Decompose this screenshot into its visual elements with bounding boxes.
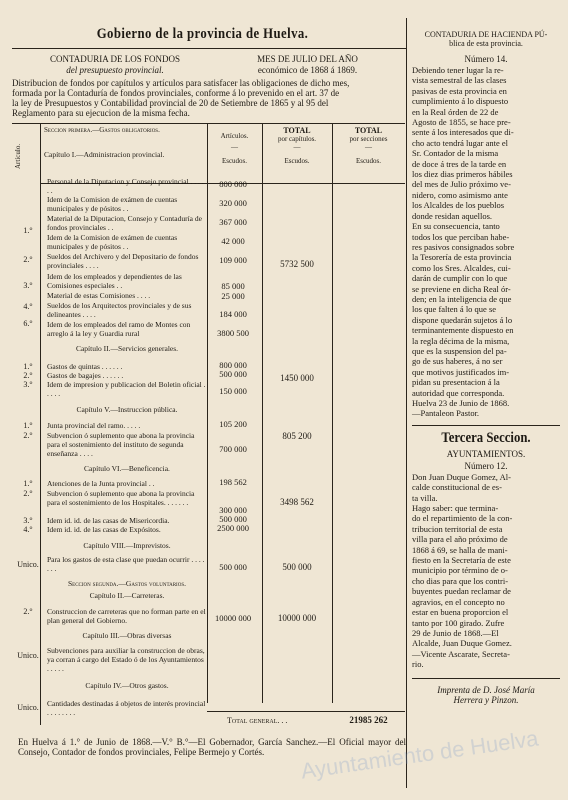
row-amount: 198 562 [219,477,247,487]
month-line-1: MES DE JULIO DEL AÑO [257,54,358,64]
row-description: Material de la Diputacion, Consejo y Contaduría de fondos provinciales . . [47,214,202,232]
row-number: 4.° [23,525,33,534]
total-general-value: 21985 262 [349,715,388,725]
intro-line: Reglamento para su ejecucion de la misma fecha. [12,108,190,118]
text-line: res pasivos consignados sobre [412,241,515,252]
text-line: Alcalde, Juan Duque Gomez. [412,638,512,649]
capitulo-2b-heading: Capítulo II.—Carreteras. [89,591,165,600]
text-line: 29 de Junio de 1868.—El [412,627,499,638]
col-articulos-header: Artículos. [220,132,249,140]
row-amount: 10000 000 [214,613,252,623]
row-description: Atenciones de la Junta provincial . . [47,479,155,488]
imprenta-line-1: Imprenta de D. José María [437,684,535,695]
row-amount: 2500 000 [217,523,249,533]
seccion-primera: Seccion primera.—Gastos obligatorios. [44,126,160,134]
row-description: Idem de los empleados del ramo de Montes con arreglo á la ley y Guardia rural [47,320,191,338]
intro-line: Distribucion de fondos por capítulos y artículos para satisfacer las obligaciones de dicho mes, [12,78,350,88]
row-amount: 700 000 [219,444,247,454]
row-number: 2.° [23,607,33,616]
text-line: estar en buena proporcion el [412,607,509,618]
escudos-label: Escudos. [355,157,382,165]
text-line: los que falten á lo que se [412,304,497,315]
col-total-sec-subheader: por secciones [349,135,388,143]
row-description: Sueldos del Archivero y del Depositario de fondos provinciales . . . . [47,252,199,270]
text-line: dispone quedarán sujetos á lo [412,314,513,325]
seccion-segunda: Seccion segunda.—Gastos voluntarios. [68,579,186,588]
row-number: Unico. [17,560,39,569]
distribution-table [12,123,405,725]
row-amount: 184 000 [219,309,247,319]
total-rule [207,711,405,712]
intro-line: la ley de Presupuestos y Contabilidad provincial de 20 de Setiembre de 1865 y al 95 del [12,98,329,108]
row-amount: 500 000 [219,369,247,379]
col-articulo-header: Artículo. [14,143,22,169]
capitulo-5-heading: Capítulo V.—Instruccion pública. [76,405,178,414]
text-line: cho acto tendrá lugar ante el [412,137,509,148]
text-line: buyentes puedan reclamar de [412,586,511,597]
text-line: Agosto de 1855, se hace pre- [412,117,511,128]
row-description: Idem de impresion y publicacion del Boletin oficial . . . . . [47,380,206,398]
section-rule [412,425,560,426]
row-description: Idem de los empleados y dependientes de las Comisiones especiales . . [47,272,182,290]
text-line: En su consecuencia, tanto [412,221,500,232]
text-line: como los Sres. Alcaldes, cui- [412,262,511,273]
row-amount: 3800 500 [217,328,249,338]
row-amount: 25 000 [221,291,245,301]
row-number: 1.° [23,226,33,235]
intro-paragraph [12,78,407,118]
right-column [412,30,560,705]
row-description: Subvencion ó suplemento que abona la provincia para el sostenimiento del instituto de segunda enseñanza . . . . [47,431,195,458]
text-line: que es la suspension del pa- [412,345,507,356]
text-line: tanto por 100 girado. Zufre [412,617,505,628]
ayuntamientos-heading: AYUNTAMIENTOS. [446,448,526,459]
right-heading-2: blica de esta provincia. [449,39,523,48]
text-line: cumplimiento á lo dispuesto [412,96,509,107]
row-description: Gastos de bagajes . . . . . . [47,371,124,380]
intro-line: formada por la Contaduría de fondos provinciales, conforme á lo prevenido en el art. 37 de [12,88,340,98]
numero-14: Número 14. [464,54,508,64]
escudos-label: Escudos. [284,157,310,165]
table-top-rule [12,123,405,124]
text-line: de doce á tres de la tarde en [412,158,507,169]
notice-14-paragraph [412,65,560,419]
row-description: Personal de la Diputacion y Consejo provincial . . . . . . [47,177,204,195]
text-line: del mes de Julio próximo ve- [412,179,511,190]
row-amount: 367 000 [219,217,247,227]
row-number: 1.° [23,421,33,430]
text-line: nidero, como asimismo ante [412,189,508,200]
imprenta-rule [412,678,560,679]
office-line-2: del presupuesto provincial. [66,65,164,75]
text-line: se previene en dicha Real ór- [412,283,511,294]
chapter-total: 500 000 [282,562,312,572]
chapter-total: 1450 000 [280,373,314,383]
text-line: autoridad que corresponda. [412,387,505,398]
col-total-cap-header: TOTAL [283,126,311,135]
text-line: donde residan aquellos. [412,210,493,221]
text-line: Don Juan Duque Gomez, Al- [412,471,511,482]
text-line: pidan su presentacion á la [412,377,500,388]
chapter-total: 805 200 [282,431,312,441]
text-line: vista semestral de las clases [412,75,507,86]
capitulo-3-heading: Capítulo III.—Obras diversas [82,631,172,640]
row-description: Idem de la Comision de exámen de cuentas municipales y de pósitos . . [47,233,178,251]
notice-12-paragraph [412,472,560,670]
dash-mark: — [293,143,301,151]
text-line: go de sus haberes, á no ser [412,356,503,367]
text-line: do el repartimiento de la con- [412,513,513,524]
month-line-2: económico de 1868 á 1869. [257,65,358,75]
escudos-label: Escudos. [221,157,248,165]
row-amount: 109 000 [219,255,247,265]
row-amount: 85 000 [221,281,245,291]
row-description: Sueldos de los Arquitectos provinciales y de sus delineantes . . . . [47,301,192,319]
column-divider [406,18,407,788]
row-amount: 320 000 [219,198,247,208]
capitulo-1-heading: Capítulo I.—Administracion provincial. [44,150,165,159]
capitulo-4-heading: Capítulo IV.—Otros gastos. [85,681,169,690]
col-total-sec-header: TOTAL [354,126,383,135]
text-line: sente á los interesados que di- [412,127,514,138]
text-line: Sr. Contador de la misma [412,148,499,159]
page-title: Gobierno de la provincia de Huelva. [96,26,309,42]
row-description: Idem id. id. de las casas de Expósitos. [47,525,161,534]
row-description: Idem de la Comision de exámen de cuentas municipales y de pósitos . . [47,195,178,213]
right-heading-1: CONTADURIA DE HACIENDA PÚ- [424,30,548,39]
text-line: villa para el año próximo de [412,534,508,545]
row-number: 3.° [23,380,33,389]
row-number: 3.° [23,281,33,290]
text-line: cho dias para que los contri- [412,575,509,586]
text-line: den; en la inteligencia de que [412,293,512,304]
row-amount: 300 000 [219,505,247,515]
text-line: darán de cumplir con lo que [412,273,508,284]
table-vline [40,123,41,725]
text-line: pasivas de esta provincia en [412,85,507,96]
row-description: Idem id. id. de las casas de Misericordia. [47,516,170,525]
row-number: Unico. [17,703,39,712]
row-number: 2.° [23,489,33,498]
text-line: todos los que perciban habe- [412,231,510,242]
table-vline [332,123,333,703]
row-amount: 500 000 [219,562,247,572]
text-line: ta villa. [412,492,438,503]
text-line: la regla décima de la misma, [412,335,510,346]
capitulo-8-heading: Capítulo VIII.—Imprevistos. [83,541,171,550]
text-line: fiesto en la Secretaría de este [412,555,511,566]
text-line: —Pantaleon Pastor. [412,408,480,419]
row-description: Subvencion ó suplemento que abona la provincia para el sostenimiento de los Hospitales. . . . . . . [47,489,195,507]
footer-signature: En Huelva á 1.° de Junio de 1868.—V.° B.°—El Gobernador, García Sanchez.—El Oficial mayor del Consejo, Contador de fondos provinciales, Felipe Bermejo y Cortés. [18,737,406,757]
row-amount: 105 200 [219,419,247,429]
dash-mark: — [365,143,372,151]
col-total-cap-subheader: por capítulos. [277,135,317,143]
row-description: Material de estas Comisiones . . . . [47,291,151,300]
text-line: la Tesorería de esta provincia [412,252,512,263]
text-line: que motivos justificados im- [412,366,510,377]
row-number: 2.° [23,255,33,264]
office-line-1: CONTADURIA DE LOS FONDOS [49,54,181,64]
row-number: 2.° [23,371,33,380]
text-line: municipio por término de o- [412,565,508,576]
row-number: 6.° [23,319,33,328]
row-amount: 500 000 [219,514,247,524]
row-number: 4.° [23,302,33,311]
chapter-total: 10000 000 [277,613,317,623]
row-number: 1.° [23,362,33,371]
row-amount: 42 000 [221,236,245,246]
row-description: Para los gastos de esta clase que puedan ocurrir . . . . . . . [47,555,205,573]
chapter-total: 3498 562 [280,497,314,507]
row-number: Unico. [17,651,39,660]
row-description: Junta provincial del ramo. . . . . [47,421,141,430]
row-description: Subvenciones para auxiliar la construccion de obras, ya corran á cargo del Estado ó de los Ayuntamientos . . . . . [47,646,205,673]
row-number: 2.° [23,431,33,440]
text-line: 1868 á 69, se halla de mani- [412,544,508,555]
archive-watermark: Ayuntamiento de Huelva [299,725,540,784]
imprenta-line-2: Herrera y Pinzon. [453,694,519,705]
tercera-seccion: Tercera Seccion. [441,429,531,446]
row-amount: 800 000 [219,360,247,370]
text-line: Debiendo tener lugar la re- [412,65,504,75]
row-number: 1.° [23,479,33,488]
dash-mark: — [231,143,238,151]
text-line: Huelva 23 de Junio de 1868. [412,398,510,408]
text-line: calde constitucional de es- [412,482,502,493]
row-description: Construccion de carreteras que no forman parte en el plan general del Gobierno. [47,607,206,625]
text-line: terminantemente dispuesto en [412,325,514,336]
total-general-label: Total general. . . [227,716,288,725]
row-amount: 800 000 [219,179,247,189]
text-line: los Alcaldes de los pueblos [412,200,505,211]
row-amount: 150 000 [219,386,247,396]
row-description: Gastos de quintas . . . . . . [47,362,123,371]
text-line: agravios, en el concepto no [412,596,505,607]
text-line: tribucion territorial de esta [412,523,503,534]
chapter-total: 5732 500 [280,259,314,269]
header-rule [12,48,407,49]
text-line: Hago saber: que termina- [412,503,499,514]
text-line: —Vicente Ascarate, Secreta- [412,648,510,659]
numero-12: Número 12. [464,460,508,471]
capitulo-2-heading: Capítulo II.—Servicios generales. [75,344,179,353]
text-line: en la Real órden de 22 de [412,106,499,117]
text-line: rio. [412,659,424,670]
text-line: los diez dias primeros hábiles [412,169,513,180]
capitulo-6-heading: Capítulo VI.—Beneficencia. [84,464,170,473]
row-description: Cantidades destinadas á objetos de interés provincial . . . . . . . . [47,699,206,717]
row-number: 3.° [23,516,33,525]
